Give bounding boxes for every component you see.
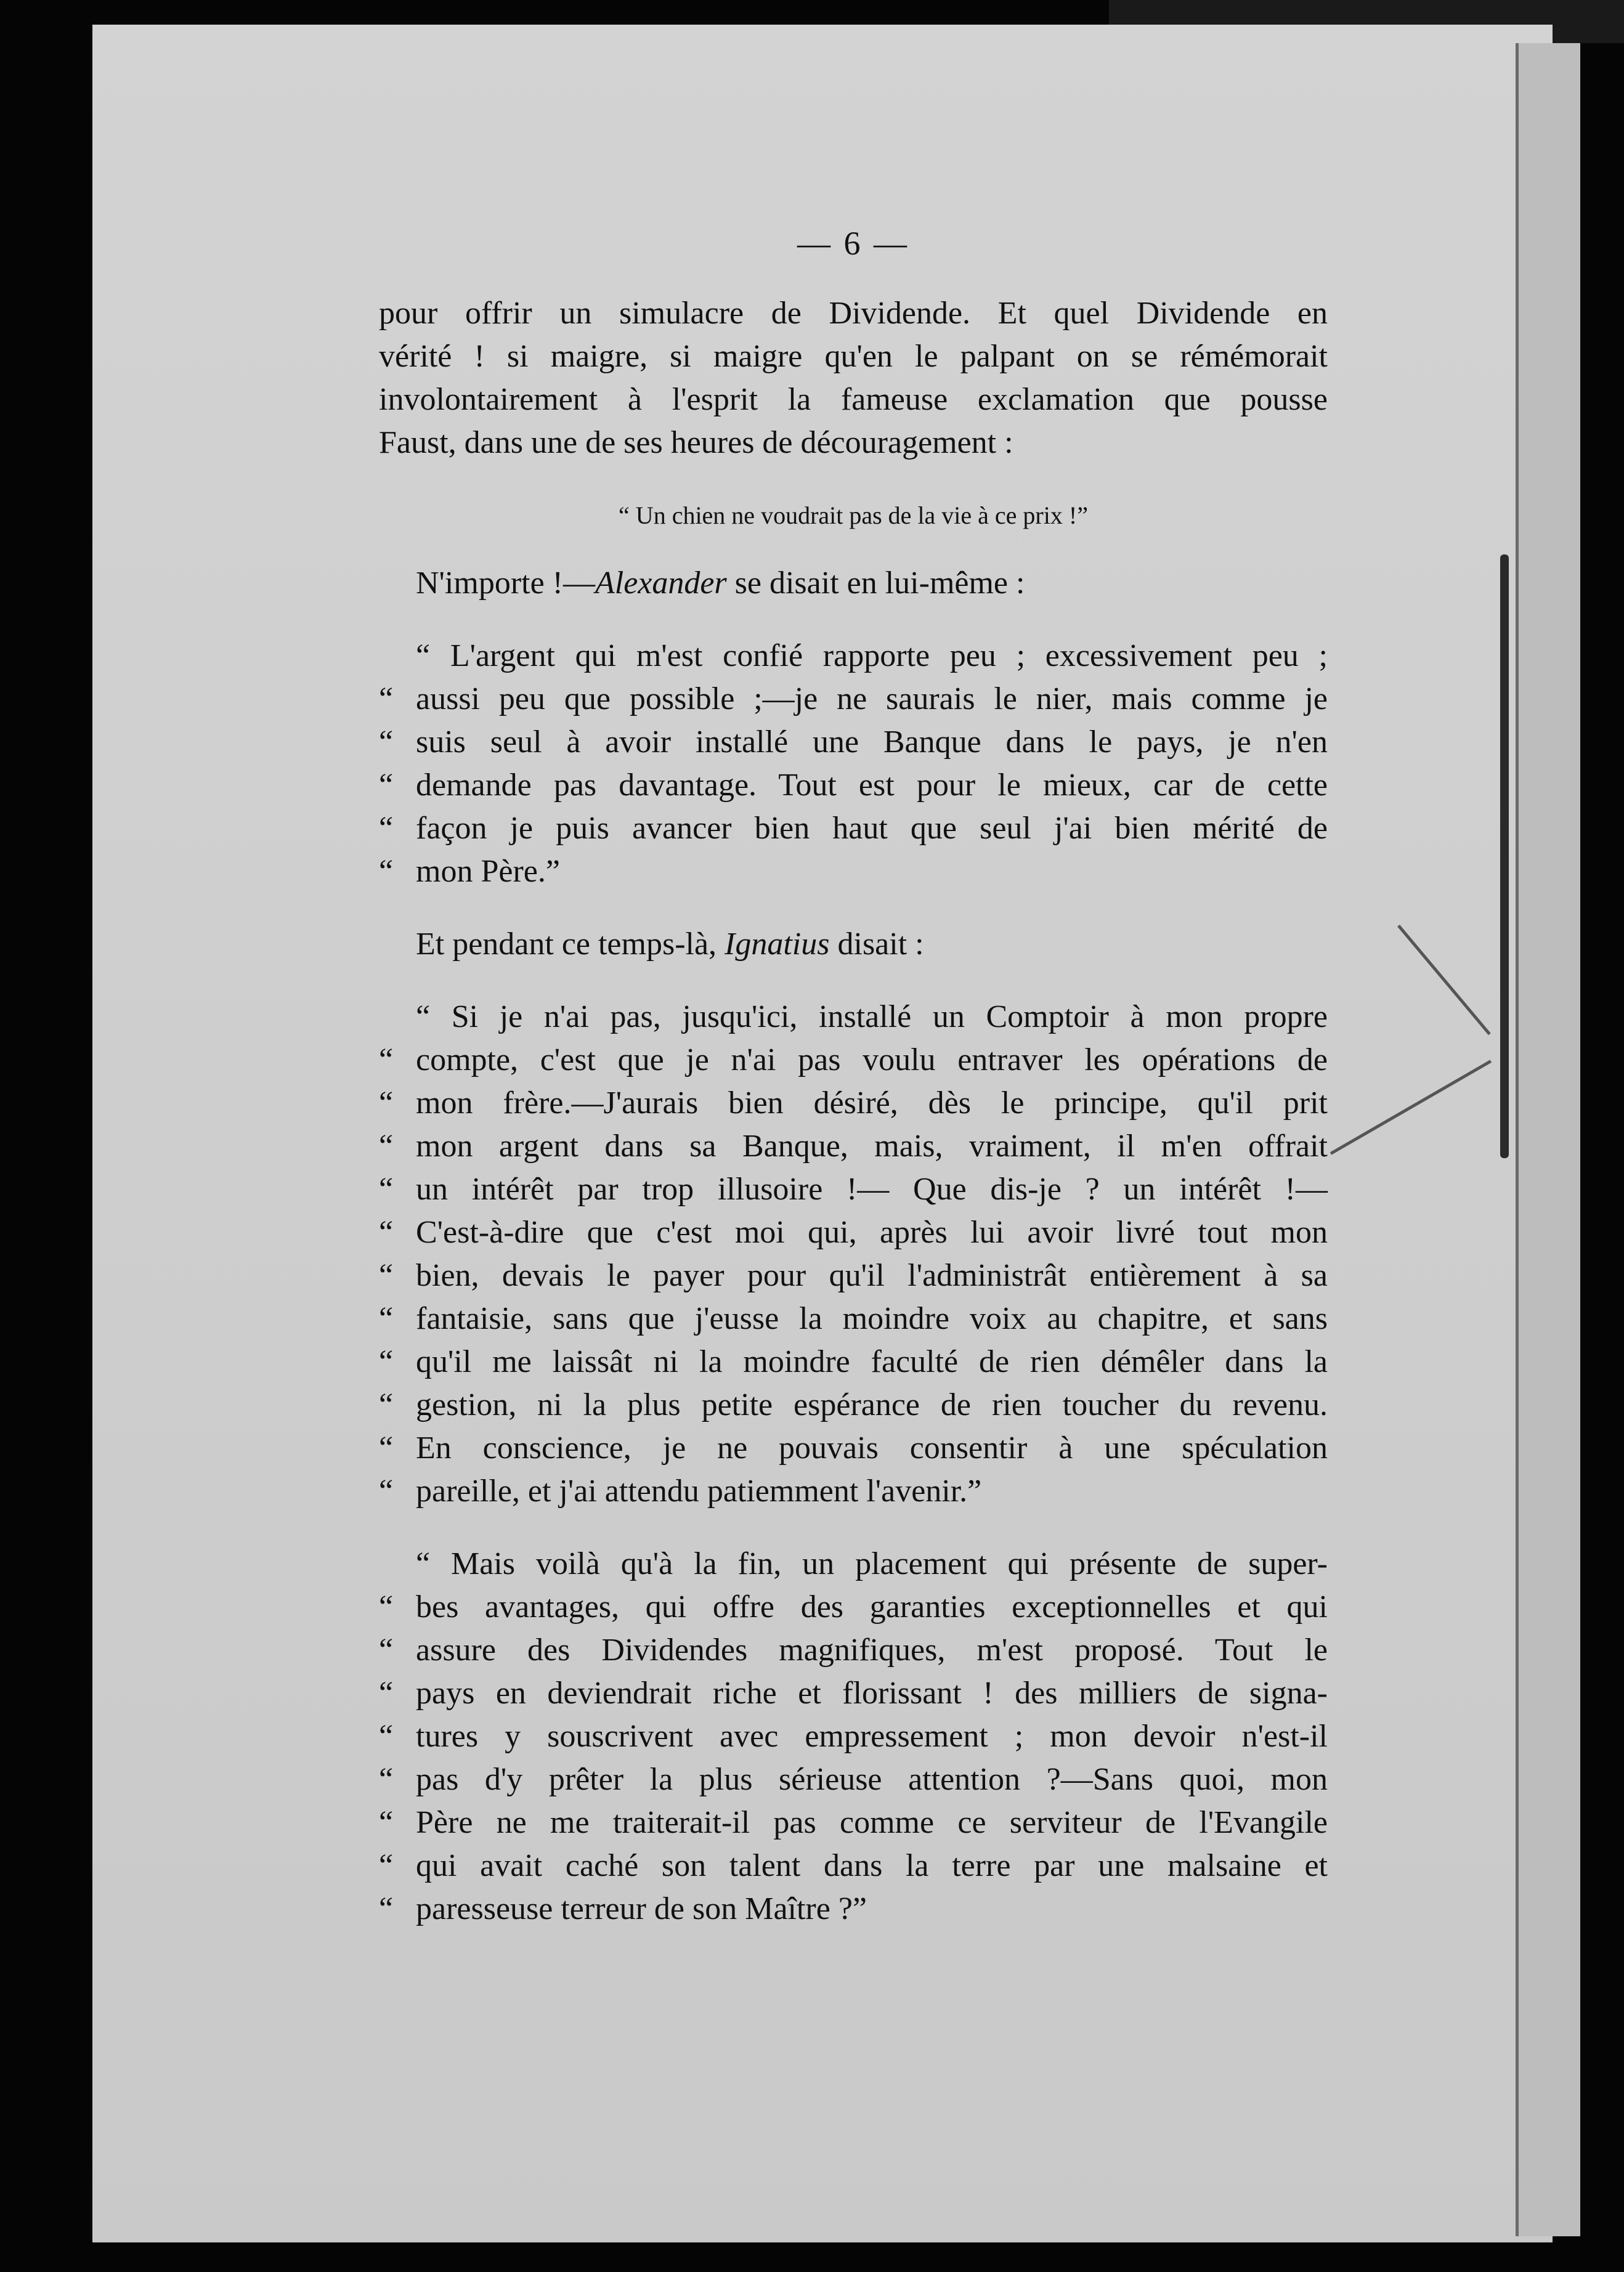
text-run: mon argent dans sa Banque, mais, vraiment, il m'en offrait — [416, 1129, 1328, 1164]
text-run: aussi peu que possible ;—je ne saurais le nier, mais comme je — [416, 681, 1328, 716]
continuation-quote-mark: “ — [379, 724, 394, 760]
text-run: disait : — [829, 927, 924, 962]
text-line — [379, 1297, 1328, 1341]
text-run: Père ne me traiterait-il pas comme ce serviteur de l'Evangile — [416, 1805, 1328, 1840]
text-run: demande pas davantage. Tout est pour le mieux, car de cette — [416, 768, 1328, 803]
continuation-quote-mark: “ — [379, 1387, 394, 1422]
text-line — [379, 1082, 1328, 1125]
text-line — [379, 764, 1328, 807]
intro-paragraph — [379, 292, 1328, 465]
continuation-quote-mark: “ — [379, 768, 394, 803]
text-line: Faust, dans une de ses heures de découragement : — [379, 425, 1013, 460]
character-name-ignatius: Ignatius — [725, 927, 830, 962]
text-run: pareille, et j'ai attendu patiemment l'avenir.” — [416, 1474, 982, 1509]
continuation-quote-mark: “ — [379, 1589, 394, 1625]
text-run: Et pendant ce temps-là, — [416, 927, 725, 962]
text-run: qui avait caché son talent dans la terre par une malsaine et — [416, 1848, 1328, 1883]
text-line — [416, 562, 1328, 605]
text-line: pour offrir un simulacre de Dividende. Et quel Dividende en — [379, 296, 1328, 331]
text-line — [379, 1125, 1328, 1168]
text-line — [379, 1039, 1328, 1082]
text-line — [379, 807, 1328, 850]
ignatius-speech-2 — [379, 1543, 1328, 1931]
continuation-quote-mark: “ — [379, 1848, 394, 1883]
text-line: involontairement à l'esprit la fameuse exclamation que pousse — [379, 382, 1328, 417]
text-run: En conscience, je ne pouvais consentir à une spéculation — [416, 1430, 1328, 1466]
alexander-intro — [379, 562, 1328, 605]
text-line: vérité ! si maigre, si maigre qu'en le palpant on se rémémorait — [379, 339, 1328, 374]
faust-quote: “ Un chien ne voudrait pas de la vie à ce prix !” — [619, 501, 1088, 529]
text-line — [379, 1629, 1328, 1672]
page-text — [379, 222, 1328, 1960]
text-run: pays en deviendrait riche et florissant ! des milliers de signa- — [416, 1676, 1328, 1711]
text-line — [379, 1168, 1328, 1211]
continuation-quote-mark: “ — [379, 1042, 394, 1077]
ignatius-intro — [379, 923, 1328, 966]
text-line — [379, 678, 1328, 721]
continuation-quote-mark: “ — [379, 1215, 394, 1250]
text-run: C'est-à-dire que c'est moi qui, après lui avoir livré tout mon — [416, 1215, 1328, 1250]
text-line — [379, 1341, 1328, 1384]
text-run: façon je puis avancer bien haut que seul j'ai bien mérité de — [416, 811, 1328, 846]
continuation-quote-mark: “ — [379, 1805, 394, 1840]
binding-thread — [1500, 554, 1509, 1158]
adjacent-page-edge — [1516, 43, 1580, 2236]
text-line: “ Mais voilà qu'à la fin, un placement qui présente de super- — [416, 1546, 1328, 1581]
continuation-quote-mark: “ — [379, 1633, 394, 1668]
ignatius-speech-1 — [379, 996, 1328, 1513]
text-run: suis seul à avoir installé une Banque dans le pays, je n'en — [416, 724, 1328, 760]
text-run: se disait en lui-même : — [726, 566, 1025, 601]
text-run: gestion, ni la plus petite espérance de rien toucher du revenu. — [416, 1387, 1328, 1422]
text-run: mon frère.—J'aurais bien désiré, dès le principe, qu'il prit — [416, 1085, 1328, 1121]
text-line — [379, 850, 1328, 893]
text-run: bien, devais le payer pour qu'il l'administrât entièrement à sa — [416, 1258, 1328, 1293]
page-number: — 6 — — [797, 225, 909, 262]
text-line — [379, 1844, 1328, 1888]
text-line — [379, 1384, 1328, 1427]
text-line: “ Si je n'ai pas, jusqu'ici, installé un Comptoir à mon propre — [416, 999, 1328, 1034]
text-line — [379, 721, 1328, 764]
text-run: assure des Dividendes magnifiques, m'est proposé. Tout le — [416, 1633, 1328, 1668]
text-line — [379, 1888, 1328, 1931]
text-line — [379, 1758, 1328, 1801]
continuation-quote-mark: “ — [379, 1258, 394, 1293]
text-run: tures y souscrivent avec empressement ; mon devoir n'est-il — [416, 1719, 1328, 1754]
continuation-quote-mark: “ — [379, 1344, 394, 1379]
continuation-quote-mark: “ — [379, 811, 394, 846]
continuation-quote-mark: “ — [379, 681, 394, 716]
continuation-quote-mark: “ — [379, 1719, 394, 1754]
text-run: N'importe !— — [416, 566, 595, 601]
continuation-quote-mark: “ — [379, 1085, 394, 1121]
character-name-alexander: Alexander — [595, 566, 727, 601]
continuation-quote-mark: “ — [379, 1762, 394, 1797]
continuation-quote-mark: “ — [379, 1474, 394, 1509]
text-line — [379, 1715, 1328, 1758]
continuation-quote-mark: “ — [379, 1129, 394, 1164]
text-run: compte, c'est que je n'ai pas voulu entraver les opérations de — [416, 1042, 1328, 1077]
text-run: pas d'y prêter la plus sérieuse attention ?—Sans quoi, mon — [416, 1762, 1328, 1797]
continuation-quote-mark: “ — [379, 1676, 394, 1711]
alexander-speech — [379, 635, 1328, 893]
text-run: un intérêt par trop illusoire !— Que dis-je ? un intérêt !— — [416, 1172, 1328, 1207]
continuation-quote-mark: “ — [379, 1172, 394, 1207]
text-run: fantaisie, sans que j'eusse la moindre voix au chapitre, et sans — [416, 1301, 1328, 1336]
continuation-quote-mark: “ — [379, 1430, 394, 1466]
text-line — [379, 1427, 1328, 1470]
text-line — [416, 923, 1328, 966]
text-line — [379, 1211, 1328, 1254]
text-run: paresseuse terreur de son Maître ?” — [416, 1891, 867, 1926]
text-run: mon Père.” — [416, 854, 560, 889]
text-run: bes avantages, qui offre des garanties exceptionnelles et qui — [416, 1589, 1328, 1625]
text-line — [379, 1586, 1328, 1629]
continuation-quote-mark: “ — [379, 1891, 394, 1926]
text-line — [379, 1470, 1328, 1513]
text-line: “ L'argent qui m'est confié rapporte peu ; excessivement peu ; — [416, 638, 1328, 673]
text-run: qu'il me laissât ni la moindre faculté de rien démêler dans la — [416, 1344, 1328, 1379]
text-line — [379, 1672, 1328, 1715]
text-line — [379, 1801, 1328, 1844]
text-line — [379, 1254, 1328, 1297]
continuation-quote-mark: “ — [379, 854, 394, 889]
continuation-quote-mark: “ — [379, 1301, 394, 1336]
